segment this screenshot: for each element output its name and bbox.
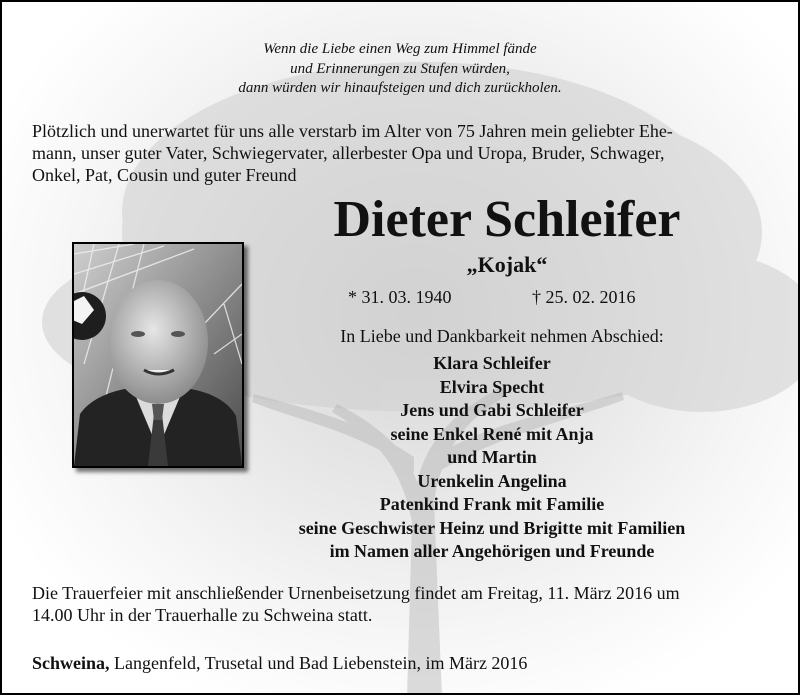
mourner-entry: Urenkelin Angelina	[417, 470, 567, 491]
mourner-entry: seine Geschwister Heinz und Brigitte mit Familien	[298, 517, 686, 538]
deceased-nickname: „Kojak“	[466, 252, 548, 277]
deceased-name: Dieter Schleifer	[333, 191, 681, 248]
ceremony-line: Die Trauerfeier mit anschließender Urnenbeisetzung findet am Freitag, 11. März 2016 um	[32, 583, 680, 603]
mourners-list	[252, 352, 732, 564]
intro-text	[32, 120, 770, 186]
birth-date: * 31. 03. 1940	[348, 287, 452, 307]
poem	[2, 40, 798, 99]
mourner-entry: Patenkind Frank mit Familie	[379, 494, 605, 514]
mourner-entry: Elvira Specht	[439, 376, 545, 397]
place-town: Schweina,	[32, 653, 110, 673]
place-rest: Langenfeld, Trusetal und Bad Liebenstein, im März 2016	[109, 653, 528, 673]
portrait-icon	[74, 244, 242, 466]
portrait-photo	[72, 242, 244, 468]
farewell-line: In Liebe und Dankbarkeit nehmen Abschied:	[340, 326, 664, 346]
place-date-line	[32, 652, 527, 674]
death-date: † 25. 02. 2016	[532, 287, 636, 307]
mourner-entry: Klara Schleifer	[433, 353, 551, 373]
mourner-entry: im Namen aller Angehörigen und Freunde	[329, 541, 655, 561]
intro-line: mann, unser guter Vater, Schwiegervater, allerbester Opa und Uropa, Bruder, Schwager,	[32, 143, 665, 163]
poem-line: dann würden wir hinaufsteigen und dich zurückholen.	[238, 80, 562, 96]
ceremony-line: 14.00 Uhr in der Trauerhalle zu Schweina statt.	[32, 605, 373, 625]
intro-line: Onkel, Pat, Cousin und guter Freund	[32, 165, 297, 185]
poem-line: Wenn die Liebe einen Weg zum Himmel fände	[263, 41, 537, 57]
mourner-entry: und Martin	[447, 447, 537, 467]
ceremony-text	[32, 582, 770, 626]
intro-line: Plötzlich und unerwartet für uns alle verstarb im Alter von 75 Jahren mein geliebter Ehe-	[32, 121, 673, 141]
mourner-entry: Jens und Gabi Schleifer	[400, 400, 584, 420]
mourner-entry: seine Enkel René mit Anja	[390, 423, 594, 444]
poem-line: und Erinnerungen zu Stufen würden,	[290, 60, 510, 77]
